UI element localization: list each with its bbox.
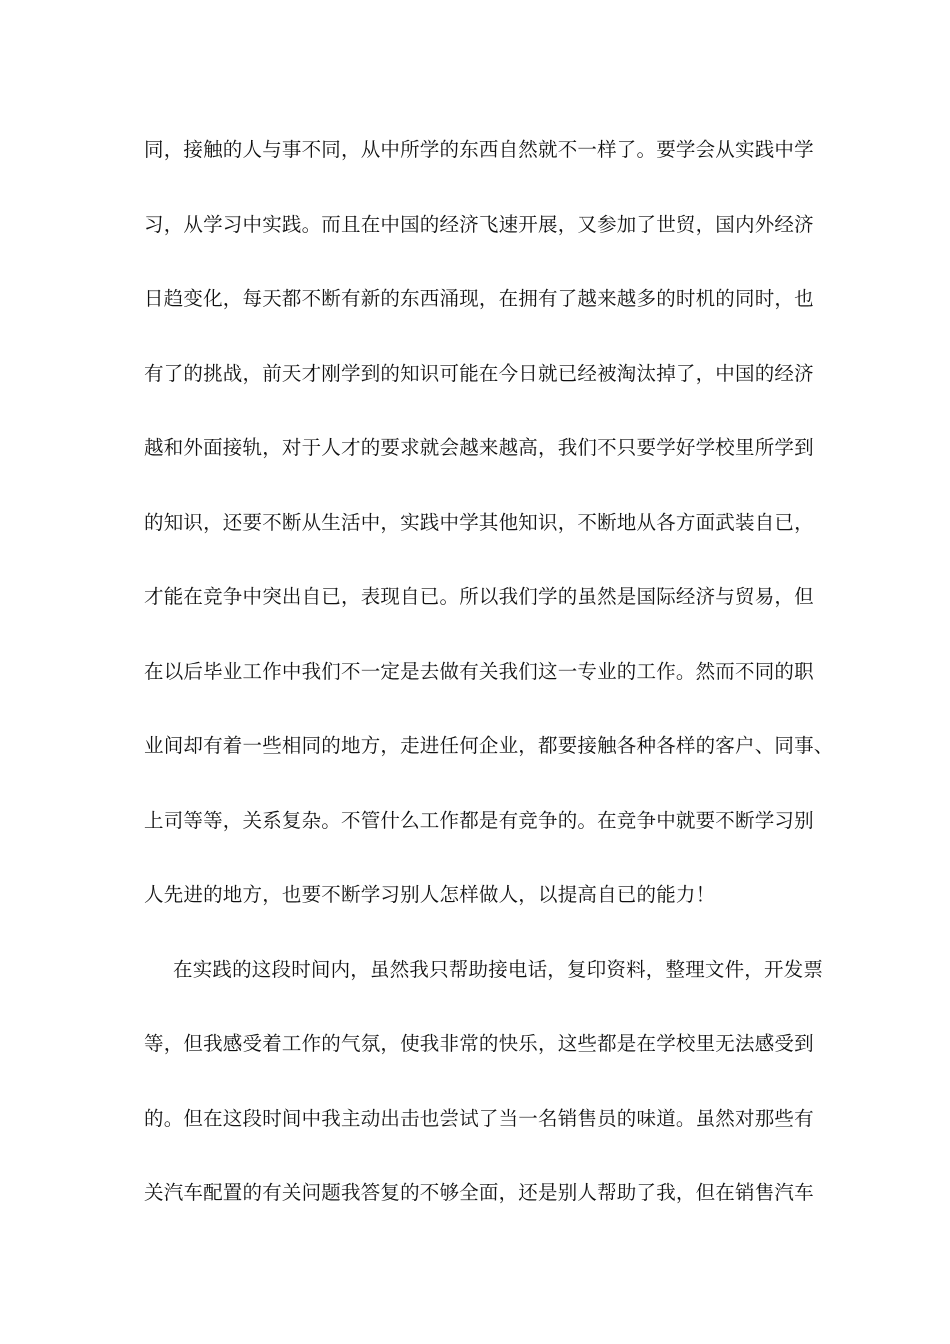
paragraph-start-line: 在实践的这段时间内，虽然我只帮助接电话，复印资料，整理文件，开发票: [173, 957, 824, 981]
text-line: 在以后毕业工作中我们不一定是去做有关我们这一专业的工作。然而不同的职: [144, 659, 814, 683]
text-line: 日趋变化，每天都不断有新的东西涌现，在拥有了越来越多的时机的同时，也: [144, 287, 814, 310]
text-line: 习，从学习中实践。而且在中国的经济飞速开展，又参加了世贸，国内外经济: [144, 212, 814, 236]
body-text: [144, 131, 834, 1249]
text-line: 的知识，还要不断从生活中，实践中学其他知识，不断地从各方面武装自已，: [144, 510, 814, 534]
text-line: 有了的挑战，前天才刚学到的知识可能在今日就已经被淘汰掉了，中国的经济: [144, 361, 814, 385]
text-line: 上司等等，关系复杂。不管什么工作都是有竞争的。在竞争中就要不断学习别: [144, 808, 814, 832]
text-line: 越和外面接轨，对于人才的要求就会越来越高，我们不只要学好学校里所学到: [144, 436, 814, 459]
text-line: 业间却有着一些相同的地方，走进任何企业，都要接触各种各样的客户、同事、: [144, 734, 834, 757]
text-line: 关汽车配置的有关问题我答复的不够全面，还是别人帮助了我，但在销售汽车: [144, 1181, 814, 1204]
text-line: 人先进的地方，也要不断学习别人怎样做人，以提高自已的能力！: [144, 883, 716, 906]
text-line: 等，但我感受着工作的气氛，使我非常的快乐，这些都是在学校里无法感受到: [144, 1032, 814, 1055]
text-line: 才能在竞争中突出自已，表现自已。所以我们学的虽然是国际经济与贸易，但: [144, 585, 814, 608]
text-line: 的。但在这段时间中我主动出击也尝试了当一名销售员的味道。虽然对那些有: [144, 1106, 814, 1130]
text-line: 同，接触的人与事不同，从中所学的东西自然就不一样了。要学会从实践中学: [144, 138, 814, 161]
